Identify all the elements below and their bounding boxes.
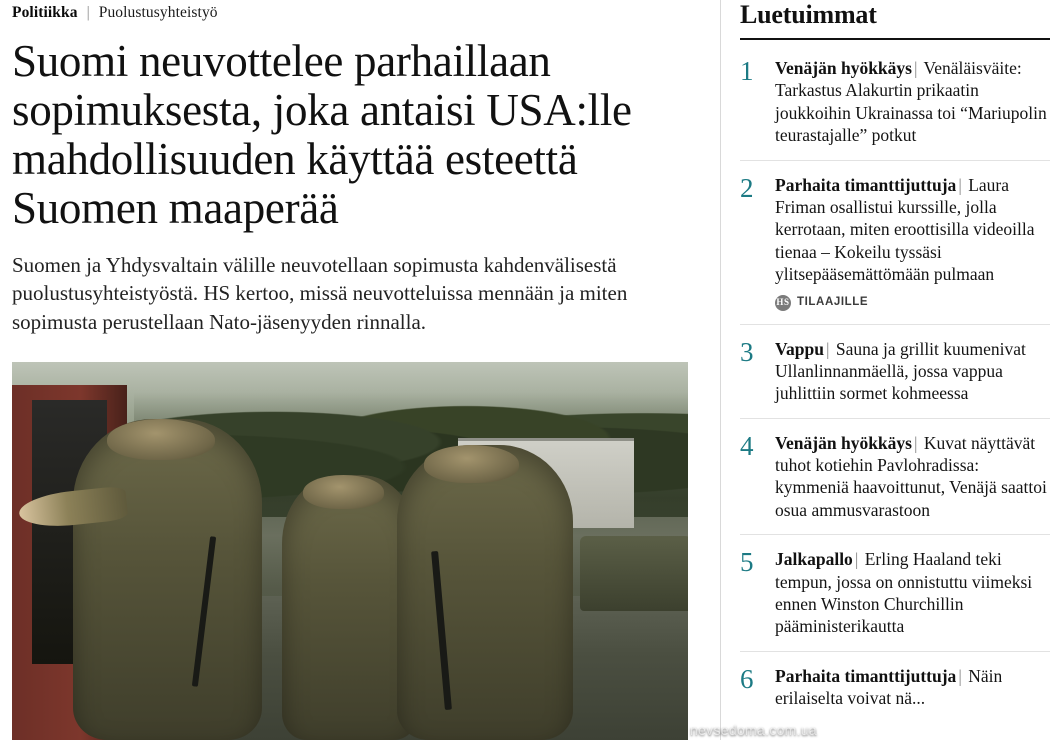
- list-item[interactable]: [740, 652, 1050, 723]
- most-read-title: Luetuimmat: [740, 0, 877, 29]
- breadcrumb-section[interactable]: Politiikka: [12, 4, 78, 21]
- list-item-body: [775, 338, 1050, 405]
- list-item-body: [775, 57, 1050, 147]
- list-item-text[interactable]: Sauna ja grillit kuumenivat Ullanlinnanmäellä, jossa vappua juhlittiin sormet kohmeessa: [775, 338, 1026, 404]
- list-item-text[interactable]: Venäläisväite: Tarkastus Alakurtin prikaatin joukkoihin Ukrainassa toi “Mariupolin teurastajalle” potkut: [775, 58, 1047, 146]
- list-item-topic[interactable]: Venäjän hyökkäys: [775, 432, 912, 453]
- photo-armored-vehicle: [580, 536, 688, 612]
- photo-soldier-front: [73, 419, 262, 740]
- status-badge: [775, 295, 868, 311]
- breadcrumb-subsection[interactable]: Puolustusyhteistyö: [98, 4, 218, 21]
- list-item-topic[interactable]: Parhaita timanttijuttuja: [775, 665, 957, 686]
- list-item-topic[interactable]: Jalkapallo: [775, 549, 853, 570]
- list-item-topic[interactable]: Vappu: [775, 338, 824, 359]
- image-watermark: nevsedoma.com.ua: [690, 722, 817, 738]
- list-item-pipe: |: [913, 432, 918, 453]
- most-read-rail: [740, 0, 1050, 740]
- list-item[interactable]: [740, 419, 1050, 536]
- photo-soldier-right: [397, 445, 573, 740]
- list-item[interactable]: [740, 161, 1050, 325]
- most-read-list: [740, 44, 1050, 723]
- most-read-rule: [740, 38, 1050, 40]
- page-title[interactable]: Suomi neuvottelee parhaillaan sopimuksesta, joka antaisi USA:lle mahdollisuuden käyttää esteettä Suomen maaperää: [12, 35, 632, 233]
- list-item-pipe: |: [913, 58, 918, 78]
- list-item-topic[interactable]: Venäjän hyökkäys: [775, 58, 912, 78]
- photo-helmet-right: [424, 445, 519, 483]
- list-item-rank: 2: [740, 172, 754, 203]
- list-item[interactable]: [740, 44, 1050, 161]
- list-item-topic[interactable]: Parhaita timanttijuttuja: [775, 174, 957, 195]
- list-item-rank: 5: [740, 547, 754, 578]
- article-photo[interactable]: [12, 362, 688, 740]
- list-item-rank: 6: [740, 663, 754, 694]
- list-item-text[interactable]: Näin erilaiselta voivat nä...: [775, 665, 1003, 709]
- list-item-rank: 3: [740, 336, 754, 367]
- list-item-pipe: |: [958, 665, 962, 686]
- list-item[interactable]: [740, 325, 1050, 419]
- column-divider: [720, 0, 721, 740]
- list-item[interactable]: [740, 535, 1050, 652]
- breadcrumb: [12, 0, 688, 23]
- list-item-body: [775, 548, 1050, 638]
- list-item-text[interactable]: Erling Haaland teki tempun, jossa on onnistuttu viimeksi ennen Winston Churchillin pääministerikautta: [775, 549, 1033, 637]
- list-item-pipe: |: [854, 549, 859, 570]
- status-badge-label: TILAAJILLE: [797, 296, 869, 309]
- article-standfirst: Suomen ja Yhdysvaltain välille neuvotellaan sopimusta kahdenvälisestä puolustusyhteistyöstä. HS kertoo, missä neuvotteluissa mennään ja miten sopimusta perustellaan Nato-jäsenyyden rinnalla.: [12, 252, 628, 334]
- breadcrumb-separator: |: [86, 4, 90, 21]
- photo-helmet-front: [107, 419, 215, 461]
- list-item-rank: 4: [740, 430, 754, 461]
- list-item-pipe: |: [958, 174, 962, 195]
- list-item-text[interactable]: Kuvat näyttävät tuhot kotiehin Pavlohradissa: kymmeniä haavoittunut, Venäjä saattoi osua ammusvarastoon: [775, 432, 1047, 520]
- list-item-body: [775, 665, 1050, 710]
- hs-logo-icon: HS: [775, 295, 791, 311]
- list-item-pipe: |: [825, 338, 830, 359]
- photo-helmet-back: [303, 475, 384, 509]
- photo-image: [12, 362, 688, 740]
- list-item-text[interactable]: Laura Friman osallistui kurssille, jolla kerrotaan, miten eroottisilla videoilla tienaa – Kokeilu tyssäsi ylitsepääsemättömään pulmaan: [775, 174, 1035, 285]
- list-item-body: [775, 174, 1050, 311]
- list-item-rank: 1: [740, 56, 754, 86]
- list-item-body: [775, 432, 1050, 522]
